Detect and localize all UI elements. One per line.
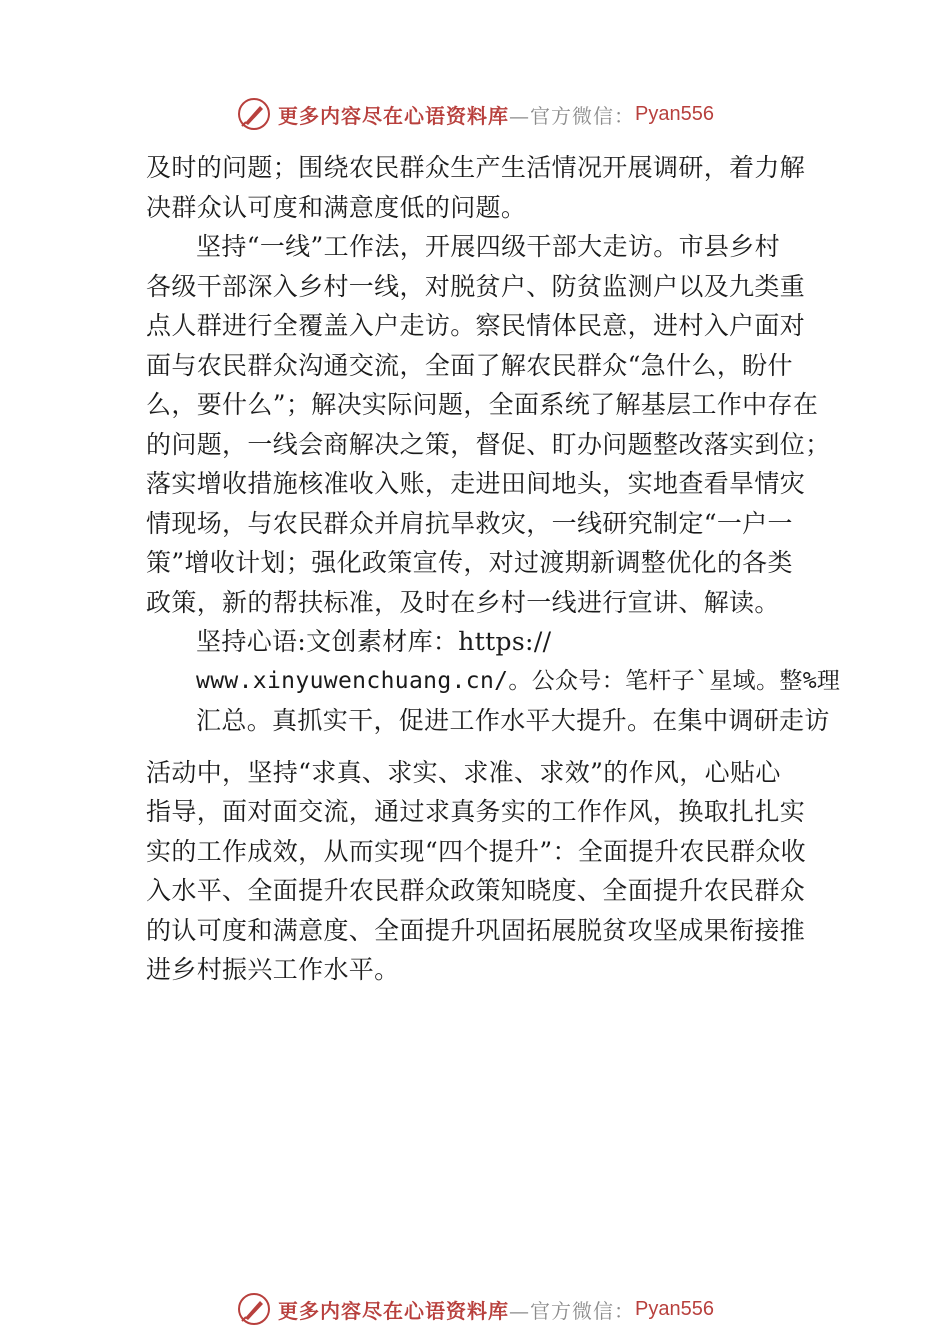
footer-wechat-id: Pyan556 bbox=[635, 1297, 714, 1320]
body-line: 落实增收措施核准收入账，走进田间地头，实地查看旱情灾 bbox=[146, 469, 806, 498]
body-line: 点人群进行全覆盖入户走访。察民情体民意，进村入户面对 bbox=[146, 311, 806, 340]
document-body bbox=[146, 148, 841, 990]
body-line: 进乡村振兴工作水平。 bbox=[146, 955, 400, 984]
body-line: 的认可度和满意度、全面提升巩固拓展脱贫攻坚成果衔接推 bbox=[146, 915, 806, 945]
body-line: 活动中，坚持“求真、求实、求准、求效”的作风，心贴心 bbox=[146, 757, 781, 787]
body-line: 么，要什么”；解决实际问题，全面系统了解基层工作中存在 bbox=[146, 390, 819, 419]
body-line: 实的工作成效，从而实现“四个提升”：全面提升农民群众收 bbox=[146, 836, 807, 866]
body-line: 坚持心语:文创素材库：https:// bbox=[196, 627, 552, 656]
header-banner bbox=[0, 94, 950, 134]
body-line: 政策，新的帮扶标准，及时在乡村一线进行宣讲、解读。 bbox=[146, 587, 780, 617]
header-brand: 更多内容尽在心语资料库 bbox=[278, 103, 510, 128]
pen-nib-logo-icon bbox=[236, 96, 272, 132]
body-line: 情现场，与农民群众并肩抗旱救灾，一线研究制定“一户一 bbox=[146, 508, 793, 538]
body-line: 决群众认可度和满意度低的问题。 bbox=[146, 192, 527, 222]
footer-brand: 更多内容尽在心语资料库 bbox=[278, 1298, 510, 1323]
body-line: www.xinyuwenchuang.cn/。公众号：笔杆子`星域。整%理 bbox=[196, 667, 841, 694]
body-line: 及时的问题；围绕农民群众生产生活情况开展调研，着力解 bbox=[146, 153, 806, 182]
body-line: 的问题，一线会商解决之策，督促、盯办问题整改落实到位； bbox=[146, 429, 831, 459]
body-line: 策”增收计划；强化政策宣传，对过渡期新调整优化的各类 bbox=[146, 548, 793, 577]
body-line: 各级干部深入乡村一线，对脱贫户、防贫监测户以及九类重 bbox=[146, 271, 806, 301]
header-wechat-id: Pyan556 bbox=[635, 102, 714, 125]
body-line: 坚持“一线”工作法，开展四级干部大走访。市县乡村 bbox=[196, 232, 780, 261]
footer-banner bbox=[0, 1289, 950, 1329]
header-separator: —官方微信： bbox=[509, 103, 636, 128]
body-line: 入水平、全面提升农民群众政策知晓度、全面提升农民群众 bbox=[146, 876, 806, 905]
pen-nib-logo-icon bbox=[236, 1291, 272, 1327]
footer-separator: —官方微信： bbox=[509, 1298, 636, 1323]
body-line: 面与农民群众沟通交流，全面了解农民群众“急什么，盼什 bbox=[146, 350, 793, 380]
body-line: 汇总。真抓实干，促进工作水平大提升。在集中调研走访 bbox=[196, 706, 830, 735]
body-line: 指导，面对面交流，通过求真务实的工作作风，换取扎扎实 bbox=[146, 797, 806, 826]
